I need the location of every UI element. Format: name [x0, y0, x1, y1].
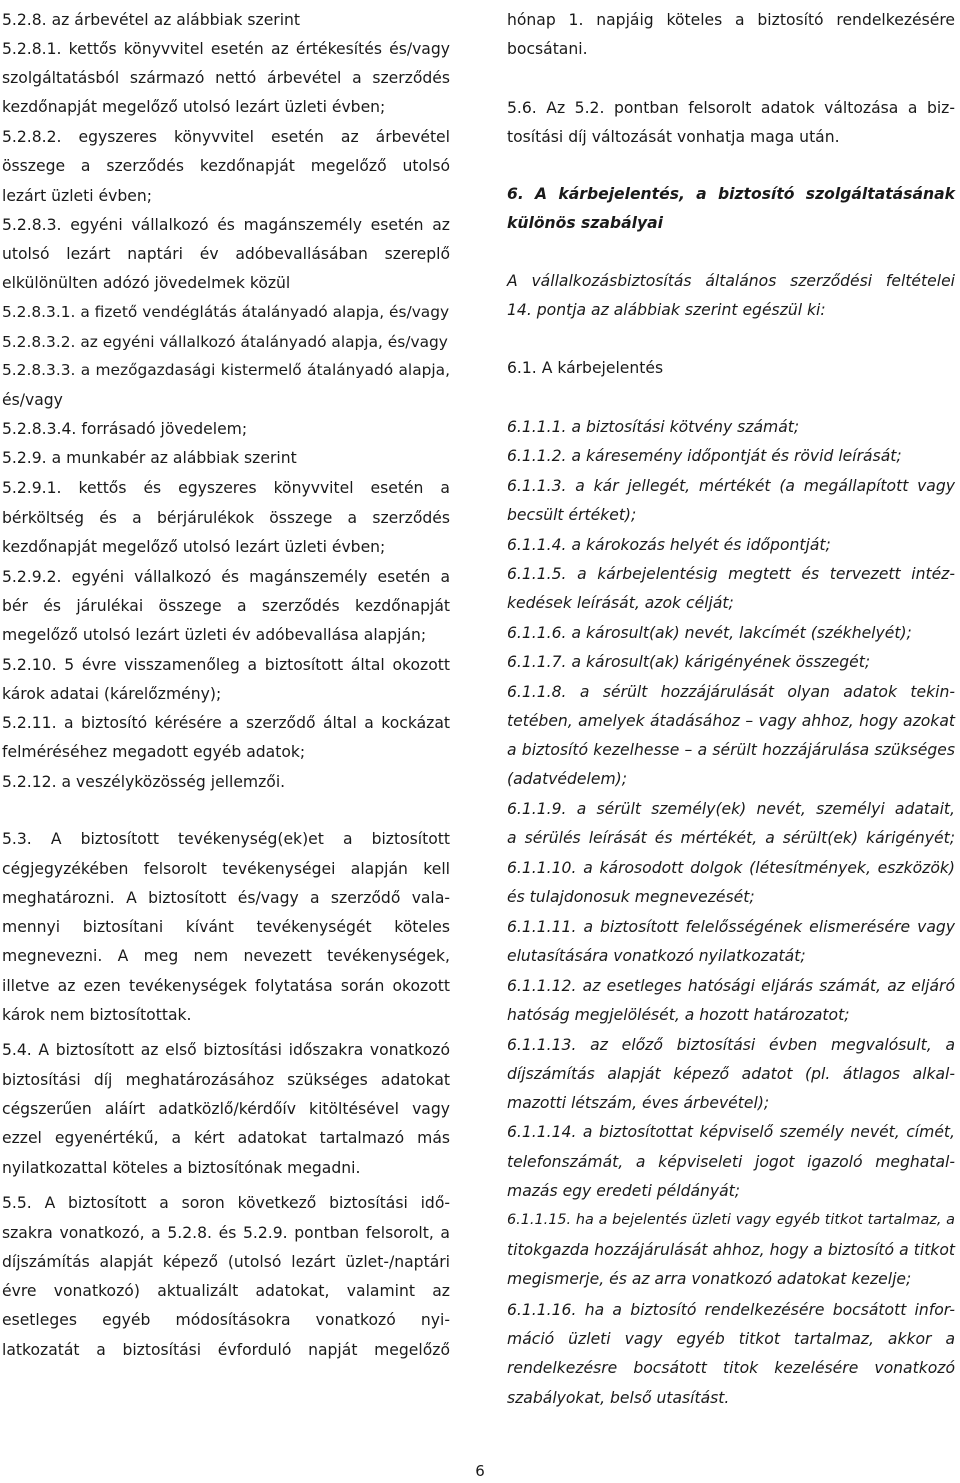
- left-column-line-3: szolgáltatásból származó nettó árbevétel a szerződés: [2, 69, 450, 87]
- left-column-line-26: felméréséhez megadott egyéb adatok;: [2, 743, 306, 761]
- page-number: 6: [475, 1462, 485, 1480]
- right-column-line-3: 5.6. Az 5.2. pontban felsorolt adatok változása a biz-: [507, 99, 955, 117]
- left-column-line-32: megnevezni. A meg nem nevezett tevékenységek,: [2, 947, 450, 965]
- right-column-line-23: 6.1.1.9. a sérült személy(ek) nevét, személyi adatait,: [507, 800, 955, 818]
- left-column-line-14: és/vagy: [2, 391, 63, 409]
- right-column-line-12: 6.1.1.3. a kár jellegét, mértékét (a megállapított vagy: [507, 477, 955, 495]
- right-column-line-26: és tulajdonosuk megnevezését;: [507, 888, 755, 906]
- right-column-line-40: 6.1.1.16. ha a biztosító rendelkezésére bocsátott infor-: [507, 1301, 955, 1319]
- right-column-line-17: 6.1.1.6. a károsult(ak) nevét, lakcímét (székhelyét);: [507, 624, 912, 642]
- left-column-line-22: megelőző utolsó lezárt üzleti év adóbevallása alapján;: [2, 626, 427, 644]
- left-column-line-37: cégszerűen aláírt adatközlő/kérdőív kitöltésével vagy: [2, 1100, 450, 1118]
- left-column-line-1: 5.2.8. az árbevétel az alábbiak szerint: [2, 11, 301, 29]
- right-column-line-9: 6.1. A kárbejelentés: [507, 359, 664, 377]
- right-column-line-16: kedések leírását, azok célját;: [507, 594, 734, 612]
- right-column-line-14: 6.1.1.4. a károkozás helyét és időpontját;: [507, 536, 831, 554]
- left-column-line-13: 5.2.8.3.3. a mezőgazdasági kistermelő átalányadó alapja,: [2, 361, 450, 379]
- left-column-line-24: károk adatai (kárelőzmény);: [2, 685, 222, 703]
- left-column-line-40: 5.5. A biztosított a soron következő biztosítási idő-: [2, 1194, 450, 1212]
- left-column-line-16: 5.2.9. a munkabér az alábbiak szerint: [2, 449, 297, 467]
- left-column-line-23: 5.2.10. 5 évre visszamenőleg a biztosított által okozott: [2, 656, 450, 674]
- left-column-line-15: 5.2.8.3.4. forrásadó jövedelem;: [2, 420, 248, 438]
- left-column-line-27: 5.2.12. a veszélyközösség jellemzői.: [2, 773, 286, 791]
- left-column-line-31: mennyi biztosítani kívánt tevékenységét köteles: [2, 918, 450, 936]
- left-column-line-18: bérköltség és a bérjárulékok összege a szerződés: [2, 509, 450, 527]
- right-column-line-13: becsült értéket);: [507, 506, 637, 524]
- left-column-line-2: 5.2.8.1. kettős könyvvitel esetén az értékesítés és/vagy: [2, 40, 450, 58]
- right-column-line-20: tetében, amelyek átadásához – vagy ahhoz, hogy azokat: [507, 712, 955, 730]
- right-column-line-29: 6.1.1.12. az esetleges hatósági eljárás számát, az eljáró: [507, 977, 955, 995]
- right-column-line-38: titokgazda hozzájárulását ahhoz, hogy a biztosító a titkot: [507, 1241, 955, 1259]
- right-column-line-2: bocsátani.: [507, 40, 588, 58]
- right-column-line-8: 14. pontja az alábbiak szerint egészül ki:: [507, 301, 826, 319]
- left-column-line-20: 5.2.9.2. egyéni vállalkozó és magánszemély esetén a: [2, 568, 450, 586]
- right-column-line-6: különös szabályai: [507, 214, 663, 232]
- left-column-line-5: 5.2.8.2. egyszeres könyvvitel esetén az árbevétel: [2, 128, 450, 146]
- left-column-line-11: 5.2.8.3.1. a fizető vendéglátás átalányadó alapja, és/vagy: [2, 303, 450, 321]
- left-column-line-36: biztosítási díj meghatározásához szükséges adatokat: [2, 1071, 450, 1089]
- right-column-line-22: (adatvédelem);: [507, 770, 627, 788]
- left-column-line-9: utolsó lezárt naptári év adóbevallásában szereplő: [2, 245, 450, 263]
- left-column-line-21: bér és járulékai összege a szerződés kezdőnapját: [2, 597, 450, 615]
- right-column-line-5: 6. A kárbejelentés, a biztosító szolgáltatásának: [507, 185, 955, 203]
- left-column-line-29: cégjegyzékében felsorolt tevékenységei alapján kell: [2, 860, 450, 878]
- right-column-line-10: 6.1.1.1. a biztosítási kötvény számát;: [507, 418, 800, 436]
- right-column-line-19: 6.1.1.8. a sérült hozzájárulását olyan adatok tekin-: [507, 683, 955, 701]
- left-column-line-7: lezárt üzleti évben;: [2, 187, 152, 205]
- left-column-line-44: esetleges egyéb módosításokra vonatkozó nyi-: [2, 1311, 450, 1329]
- right-column-line-36: mazás egy eredeti példányát;: [507, 1182, 741, 1200]
- right-column-line-28: elutasítására vonatkozó nyilatkozatát;: [507, 947, 806, 965]
- left-column-line-25: 5.2.11. a biztosító kérésére a szerződő által a kockázat: [2, 714, 450, 732]
- left-column-line-10: elkülönülten adózó jövedelmek közül: [2, 274, 291, 292]
- right-column-line-37: 6.1.1.15. ha a bejelentés üzleti vagy egyéb titkot tartalmaz, a: [507, 1212, 955, 1228]
- right-column-line-11: 6.1.1.2. a káresemény időpontját és rövid leírását;: [507, 447, 902, 465]
- right-column-line-41: máció üzleti vagy egyéb titkot tartalmaz, akkor a: [507, 1330, 955, 1348]
- right-column-line-24: a sérülés leírását és mértékét, a sérült(ek) kárigényét;: [507, 829, 955, 847]
- right-column-line-1: hónap 1. napjáig köteles a biztosító rendelkezésére: [507, 11, 955, 29]
- right-column-line-18: 6.1.1.7. a károsult(ak) kárigényének összegét;: [507, 653, 871, 671]
- right-column-line-42: rendelkezésre bocsátott titok kezelésére vonatkozó: [507, 1359, 955, 1377]
- left-column-line-45: latkozatát a biztosítási évforduló napját megelőző: [2, 1341, 450, 1359]
- right-column-line-32: díjszámítás alapját képező adatot (pl. átlagos alkal-: [507, 1065, 955, 1083]
- right-column-line-25: 6.1.1.10. a károsodott dolgok (létesítmények, eszközök): [507, 859, 955, 877]
- left-column-line-39: nyilatkozattal köteles a biztosítónak megadni.: [2, 1159, 361, 1177]
- right-column-line-39: megismerje, és az arra vonatkozó adatokat kezelje;: [507, 1270, 912, 1288]
- right-column-line-31: 6.1.1.13. az előző biztosítási évben megvalósult, a: [507, 1036, 955, 1054]
- left-column-line-34: károk nem biztosítottak.: [2, 1006, 192, 1024]
- left-column-line-8: 5.2.8.3. egyéni vállalkozó és magánszemély esetén az: [2, 216, 450, 234]
- left-column-line-12: 5.2.8.3.2. az egyéni vállalkozó átalányadó alapja, és/vagy: [2, 333, 448, 351]
- left-column-line-41: szakra vonatkozó, a 5.2.8. és 5.2.9. pontban felsorolt, a: [2, 1224, 450, 1242]
- right-column-line-15: 6.1.1.5. a kárbejelentésig megtett és tervezett intéz-: [507, 565, 955, 583]
- right-column-line-27: 6.1.1.11. a biztosított felelősségének elismerésére vagy: [507, 918, 955, 936]
- right-column-line-33: mazotti létszám, éves árbevétel);: [507, 1094, 770, 1112]
- left-column-line-38: ezzel egyenértékű, a kért adatokat tartalmazó más: [2, 1129, 450, 1147]
- right-column-line-21: a biztosító kezelhesse – a sérült hozzájárulása szükséges: [507, 741, 955, 759]
- right-column-line-4: tosítási díj változását vonhatja maga után.: [507, 128, 840, 146]
- right-column-line-34: 6.1.1.14. a biztosítottat képviselő személy nevét, címét,: [507, 1123, 955, 1141]
- right-column-line-35: telefonszámát, a képviseleti jogot igazoló meghatal-: [507, 1153, 955, 1171]
- left-column-line-28: 5.3. A biztosított tevékenység(ek)et a biztosított: [2, 830, 450, 848]
- right-column-line-7: A vállalkozásbiztosítás általános szerződési feltételei: [507, 272, 955, 290]
- left-column-line-43: évre vonatkozó) aktualizált adatokat, valamint az: [2, 1282, 450, 1300]
- left-column-line-42: díjszámítás alapját képező (utolsó lezárt üzlet-/naptári: [2, 1253, 450, 1271]
- right-column-line-30: hatóság megjelölését, a hozott határozatot;: [507, 1006, 850, 1024]
- left-column-line-6: összege a szerződés kezdőnapját megelőző utolsó: [2, 157, 450, 175]
- left-column-line-35: 5.4. A biztosított az első biztosítási időszakra vonatkozó: [2, 1041, 450, 1059]
- left-column-line-30: meghatározni. A biztosított és/vagy a szerződő vala-: [2, 889, 450, 907]
- left-column-line-4: kezdőnapját megelőző utolsó lezárt üzleti évben;: [2, 98, 386, 116]
- left-column-line-17: 5.2.9.1. kettős és egyszeres könyvvitel esetén a: [2, 479, 450, 497]
- left-column-line-33: illetve az ezen tevékenységek folytatása során okozott: [2, 977, 450, 995]
- right-column-line-43: szabályokat, belső utasítást.: [507, 1389, 730, 1407]
- left-column-line-19: kezdőnapját megelőző utolsó lezárt üzleti évben;: [2, 538, 386, 556]
